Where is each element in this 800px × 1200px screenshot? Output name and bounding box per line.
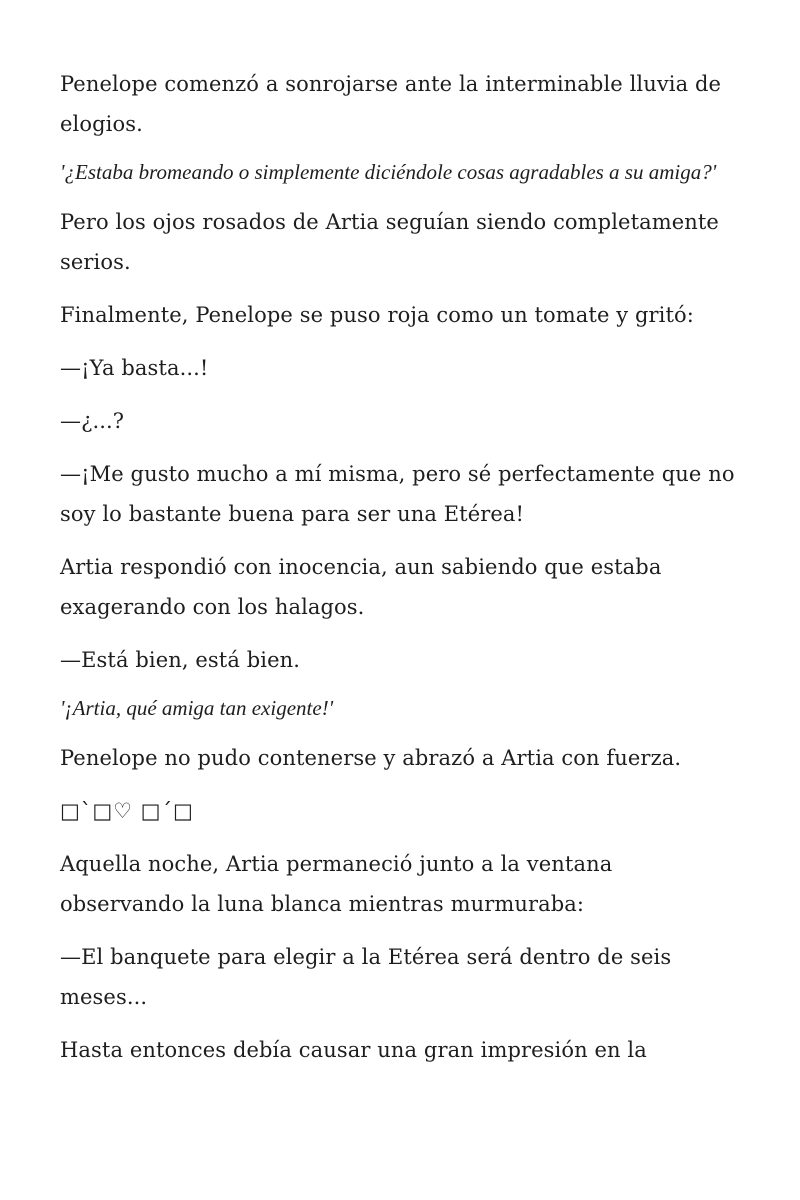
dialogue-line: —El banquete para elegir a la Etérea será dentro de seis meses... bbox=[60, 945, 672, 1009]
inner-thought: '¿Estaba bromeando o simplemente diciéndole cosas agradables a su amiga?' bbox=[60, 160, 717, 184]
paragraph: Aquella noche, Artia permaneció junto a la ventana observando la luna blanca mientras murmuraba: bbox=[60, 852, 613, 916]
dialogue-line: —¡Ya basta...! bbox=[60, 356, 209, 380]
dialogue-line: —¿...? bbox=[60, 409, 125, 433]
paragraph: Penelope no pudo contenerse y abrazó a Artia con fuerza. bbox=[60, 746, 682, 770]
inner-thought: '¡Artia, qué amiga tan exigente!' bbox=[60, 696, 334, 720]
paragraph: Finalmente, Penelope se puso roja como un tomate y gritó: bbox=[60, 303, 694, 327]
paragraph: Hasta entonces debía causar una gran impresión en la bbox=[60, 1038, 647, 1062]
scene-divider: □`□♡ □´□ bbox=[60, 799, 194, 823]
dialogue-line: —Está bien, está bien. bbox=[60, 648, 301, 672]
paragraph: Penelope comenzó a sonrojarse ante la interminable lluvia de elogios. bbox=[60, 72, 722, 136]
paragraph: Pero los ojos rosados de Artia seguían siendo completamente serios. bbox=[60, 210, 719, 274]
paragraph: Artia respondió con inocencia, aun sabiendo que estaba exagerando con los halagos. bbox=[60, 555, 662, 619]
document-page bbox=[60, 64, 740, 1083]
dialogue-line: —¡Me gusto mucho a mí misma, pero sé perfectamente que no soy lo bastante buena para ser una Etérea! bbox=[60, 462, 735, 526]
